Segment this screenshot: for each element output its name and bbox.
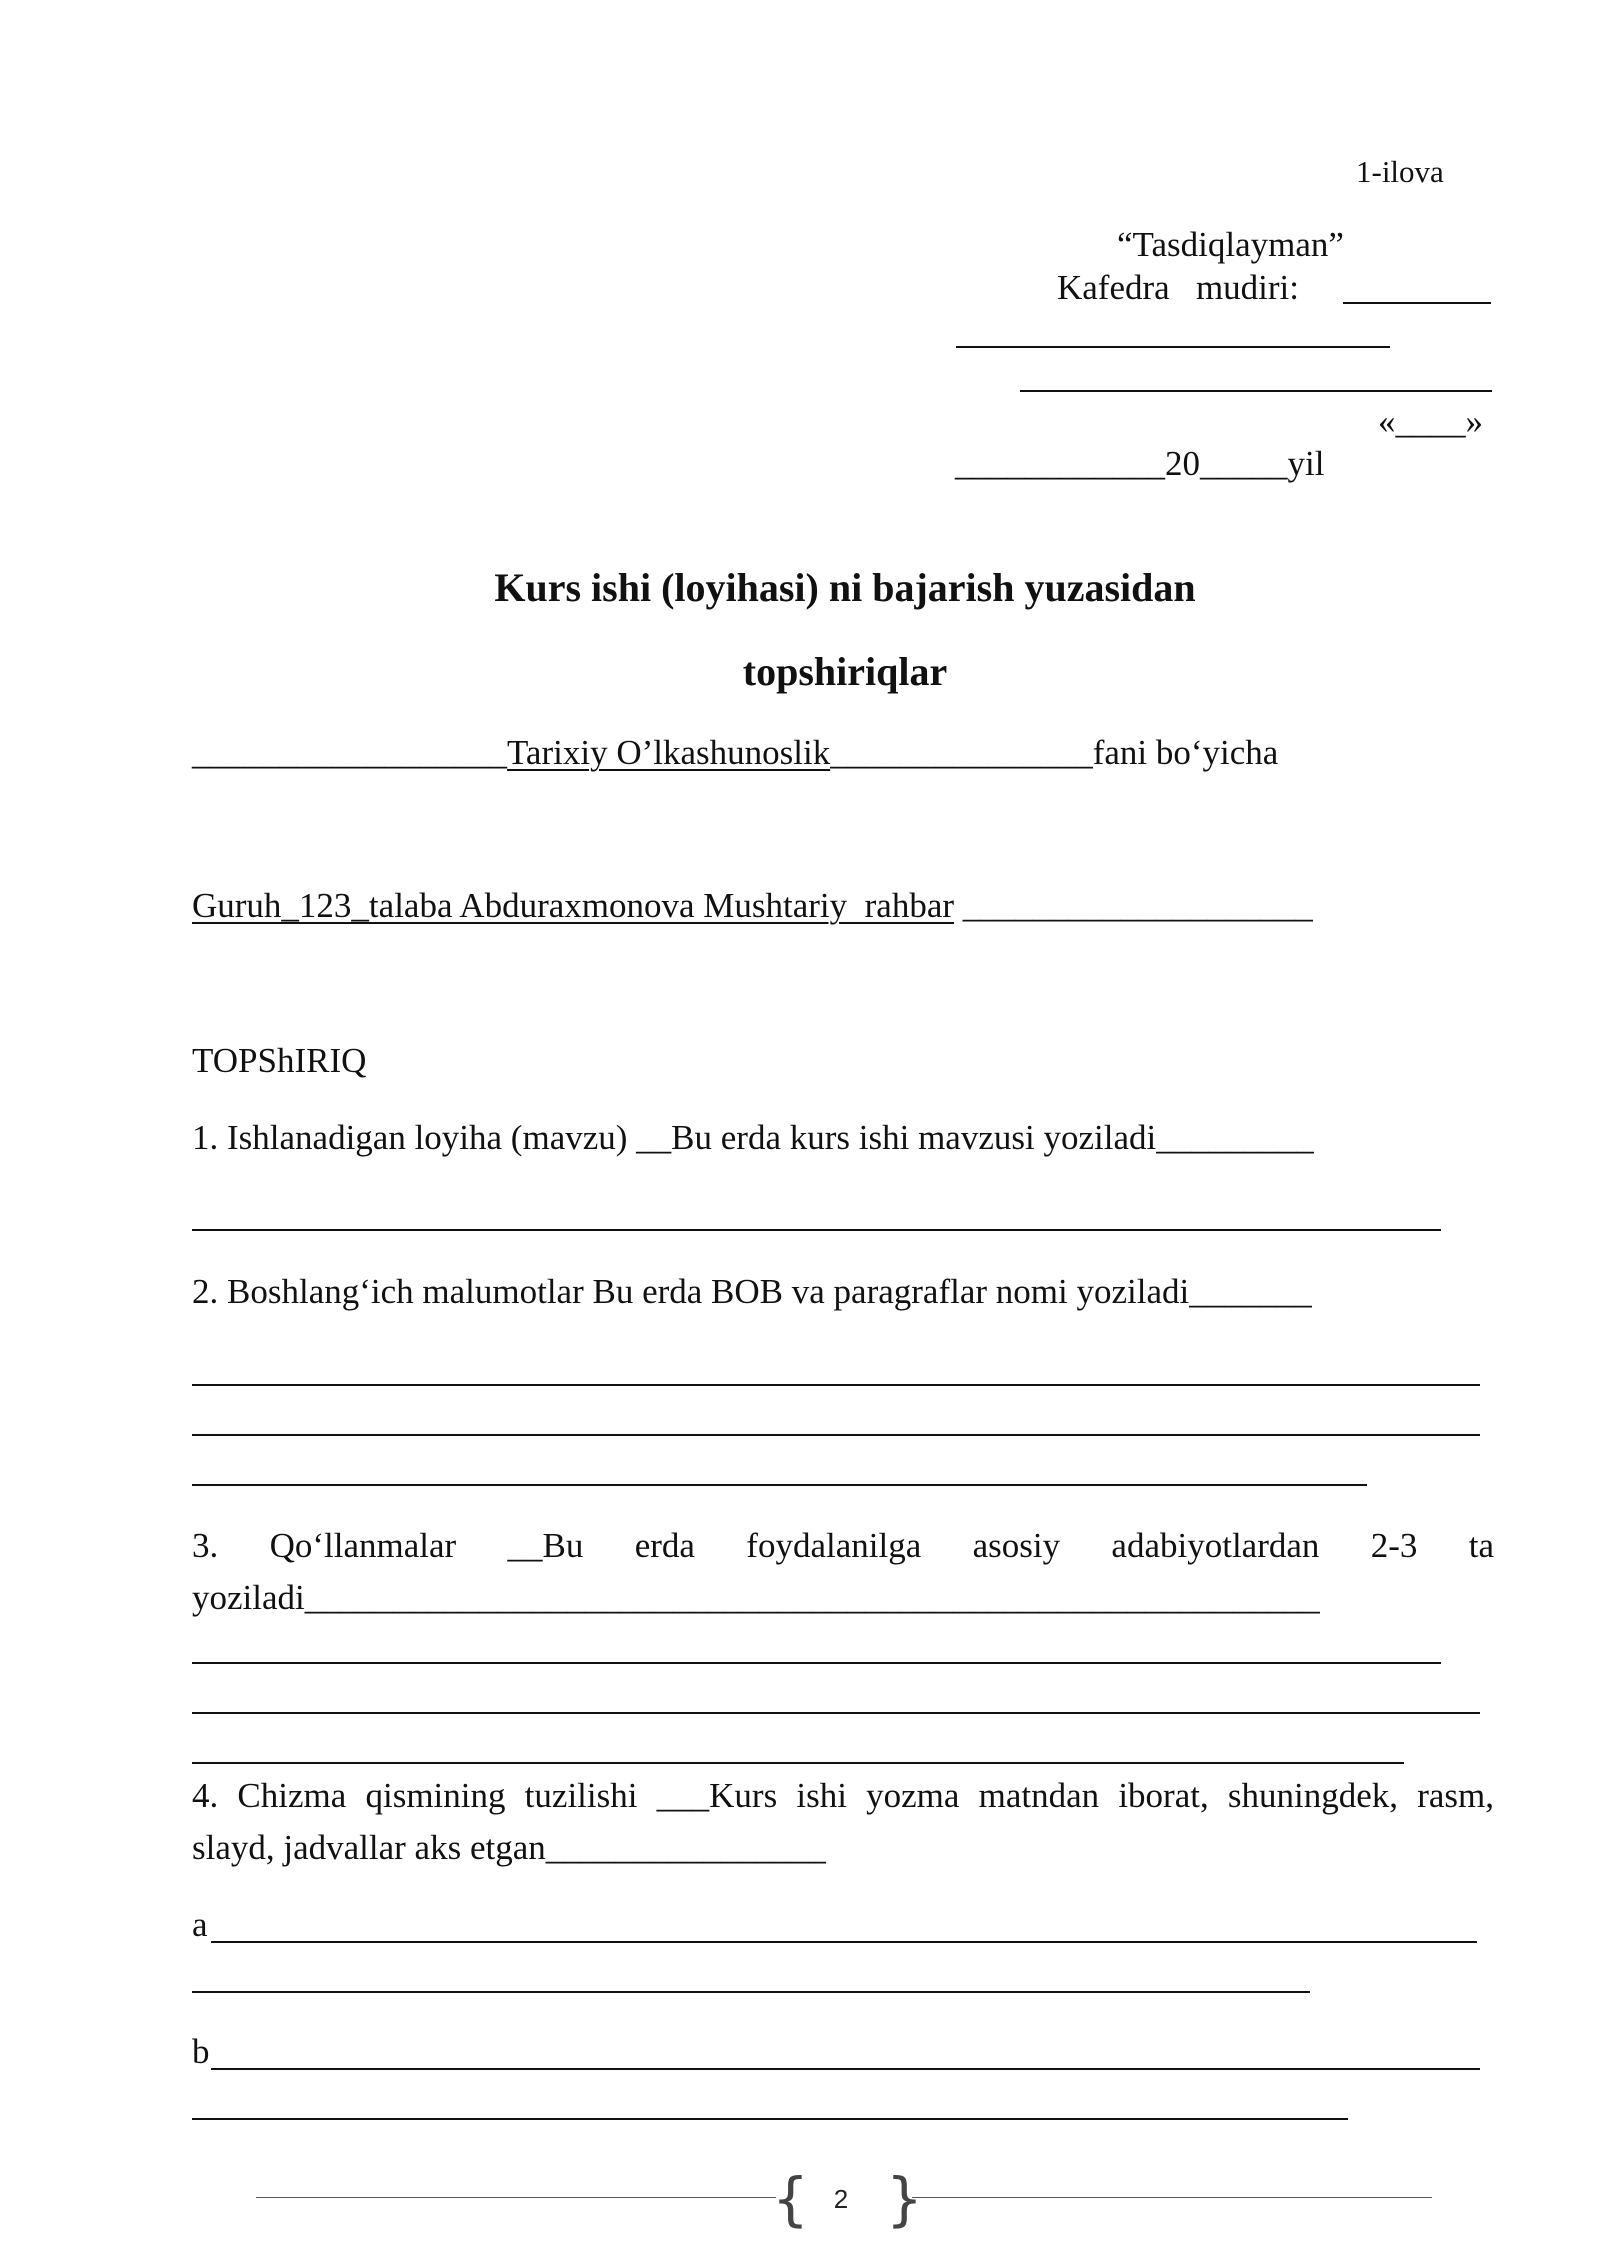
supervisor-blank: ____________________ (954, 886, 1313, 925)
item-1: 1. Ishlanadigan loyiha (mavzu) __Bu erda kurs ishi mavzusi yoziladi_________ (192, 1118, 1314, 1157)
footer-rule-right (912, 2197, 1432, 2198)
item-3-fill-line-2 (192, 1712, 1480, 1714)
item-2-fill-line-3 (192, 1484, 1367, 1486)
item-4-line-1: 4. Chizma qismining tuzilishi ___Kurs ishi yozma matndan iborat, shuningdek, rasm, (192, 1776, 1494, 1815)
item-4-a-line-1 (211, 1941, 1477, 1943)
document-subtitle: topshiriqlar (742, 649, 948, 694)
subject-name: Tarixiy O’lkashunoslik (507, 733, 831, 772)
date-year-line: ____________20_____yil (955, 444, 1325, 483)
document-title: Kurs ishi (loyihasi) ni bajarish yuzasidan (494, 565, 1196, 610)
name-line-2 (1020, 390, 1492, 392)
item-3-fill-line-3 (192, 1762, 1404, 1764)
task-heading: TOPShIRIQ (192, 1041, 367, 1080)
group-student-text: Guruh_123_talaba Abduraxmonova Mushtariy rahbar (192, 886, 955, 925)
item-4-line-2: slayd, jadvallar aks etgan________________ (192, 1828, 826, 1867)
item-1-fill-line (192, 1229, 1441, 1231)
signature-line (1343, 302, 1491, 304)
item-4-b-line-2 (192, 2118, 1348, 2120)
item-3-line-2: yoziladi__________________________________________________________ (192, 1578, 1320, 1617)
subject-tail: fani bo‘yicha (1092, 733, 1279, 772)
left-brace-icon: { (772, 2165, 809, 2233)
subject-suffix-blank: _______________ (830, 733, 1093, 772)
item-2-fill-line-2 (192, 1434, 1480, 1436)
subject-prefix-blank: __________________ (192, 733, 507, 772)
subject-line (192, 735, 1278, 770)
department-head-label: Kafedra mudiri: (1057, 268, 1317, 307)
item-4-label-b: b (192, 2032, 210, 2071)
right-brace-icon: } (886, 2165, 923, 2233)
item-2: 2. Boshlang‘ich malumotlar Bu erda BOB va paragraflar nomi yoziladi_______ (192, 1272, 1312, 1311)
footer-rule-left (256, 2197, 776, 2198)
appendix-label: 1-ilova (1356, 154, 1444, 189)
page-number: 2 (833, 2184, 849, 2214)
item-4-a-line-2 (192, 1991, 1310, 1993)
item-3-line-1: 3. Qo‘llanmalar __Bu erda foydalanilga asosiy adabiyotlardan 2-3 ta (192, 1526, 1494, 1565)
date-quote: «____» (1378, 402, 1483, 441)
approve-label: “Tasdiqlayman” (1117, 225, 1344, 264)
item-2-fill-line-1 (192, 1384, 1480, 1386)
item-4-label-a: a (192, 1905, 208, 1944)
group-line (192, 888, 1313, 923)
name-line-1 (956, 346, 1390, 348)
item-3-fill-line-1 (192, 1662, 1441, 1664)
item-4-b-line-1 (211, 2068, 1480, 2070)
